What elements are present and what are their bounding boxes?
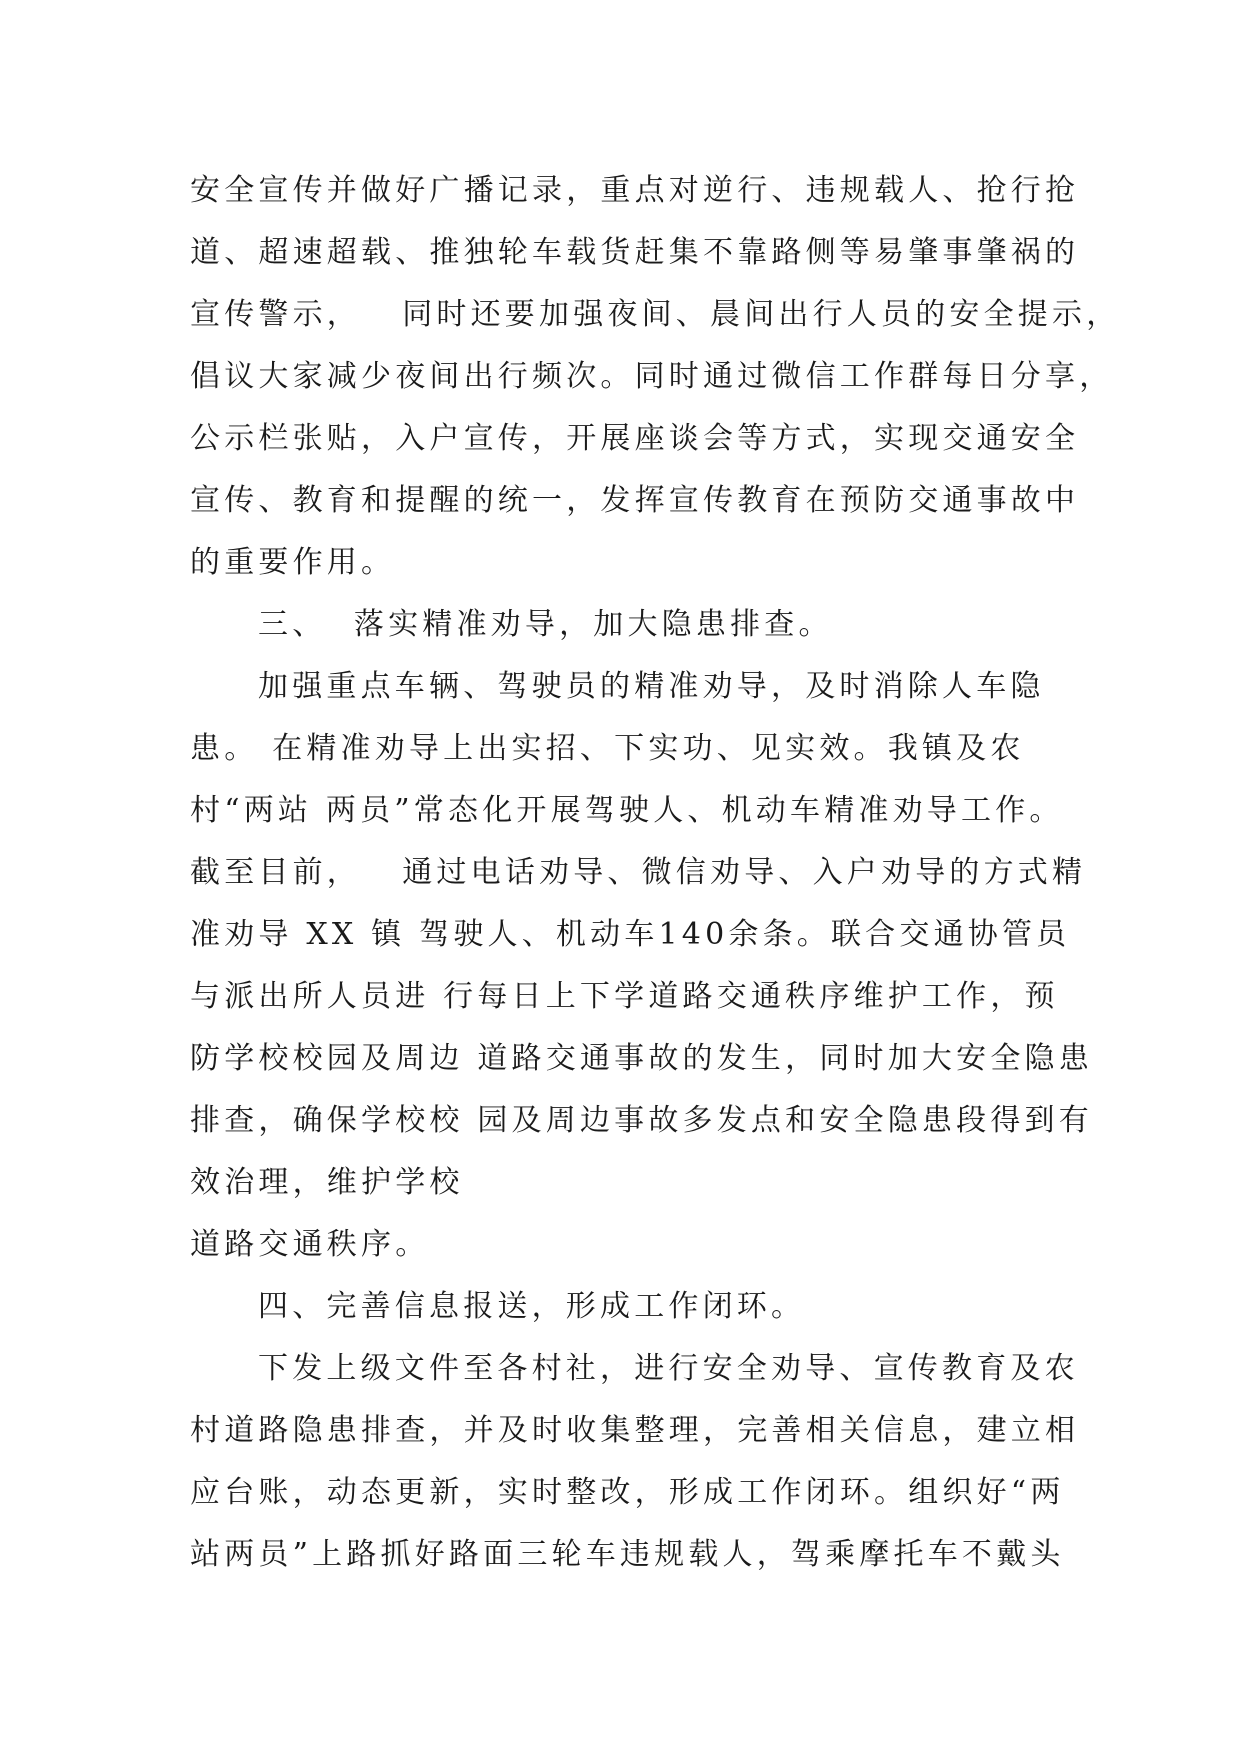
body-line: 宣传警示， 同时还要加强夜间、晨间出行人员的安全提示， — [190, 297, 1121, 332]
body-line: 患。 在精准劝导上出实招、下实功、见实效。我镇及农 — [190, 731, 1025, 766]
body-line: 道路交通秩序。 — [190, 1227, 430, 1262]
body-line: 站两员”上路抓好路面三轮车违规载人，驾乘摩托车不戴头 — [190, 1537, 1065, 1572]
body-line: 下发上级文件至各村社，进行安全劝导、宣传教育及农 — [258, 1351, 1079, 1386]
body-line: 应台账，动态更新，实时整改，形成工作闭环。组织好“两 — [190, 1475, 1065, 1510]
body-line: 村“两站 两员”常态化开展驾驶人、机动车精准劝导工作。 — [190, 793, 1064, 828]
body-line: 的重要作用。 — [190, 545, 396, 580]
body-line: 村道路隐患排查，并及时收集整理，完善相关信息，建立相 — [190, 1413, 1080, 1448]
body-line: 道、超速超载、推独轮车载货赶集不靠路侧等易肇事肇祸的 — [190, 235, 1080, 270]
document-body — [190, 160, 1121, 1586]
body-line: 截至目前， 通过电话劝导、微信劝导、入户劝导的方式精 — [190, 855, 1087, 890]
body-line: 安全宣传并做好广播记录，重点对逆行、违规载人、抢行抢 — [190, 173, 1080, 208]
body-line: 排查，确保学校校 园及周边事故多发点和安全隐患段得到有 — [190, 1103, 1093, 1138]
body-line: 防学校校园及周边 道路交通事故的发生，同时加大安全隐患 — [190, 1041, 1093, 1076]
body-line: 倡议大家减少夜间出行频次。同时通过微信工作群每日分享， — [190, 359, 1114, 394]
body-line: 与派出所人员进 行每日上下学道路交通秩序维护工作，预 — [190, 979, 1059, 1014]
section-heading: 三、 落实精准劝导，加大隐患排查。 — [258, 607, 833, 642]
body-line: 加强重点车辆、驾驶员的精准劝导，及时消除人车隐 — [258, 669, 1045, 704]
body-line: 准劝导 XX 镇 驾驶人、机动车140余条。联合交通协管员 — [190, 917, 1071, 952]
body-line: 宣传、教育和提醒的统一，发挥宣传教育在预防交通事故中 — [190, 483, 1080, 518]
section-heading: 四、完善信息报送，形成工作闭环。 — [258, 1289, 806, 1324]
body-line: 效治理，维护学校 — [190, 1165, 464, 1200]
body-line: 公示栏张贴，入户宣传，开展座谈会等方式，实现交通安全 — [190, 421, 1080, 456]
